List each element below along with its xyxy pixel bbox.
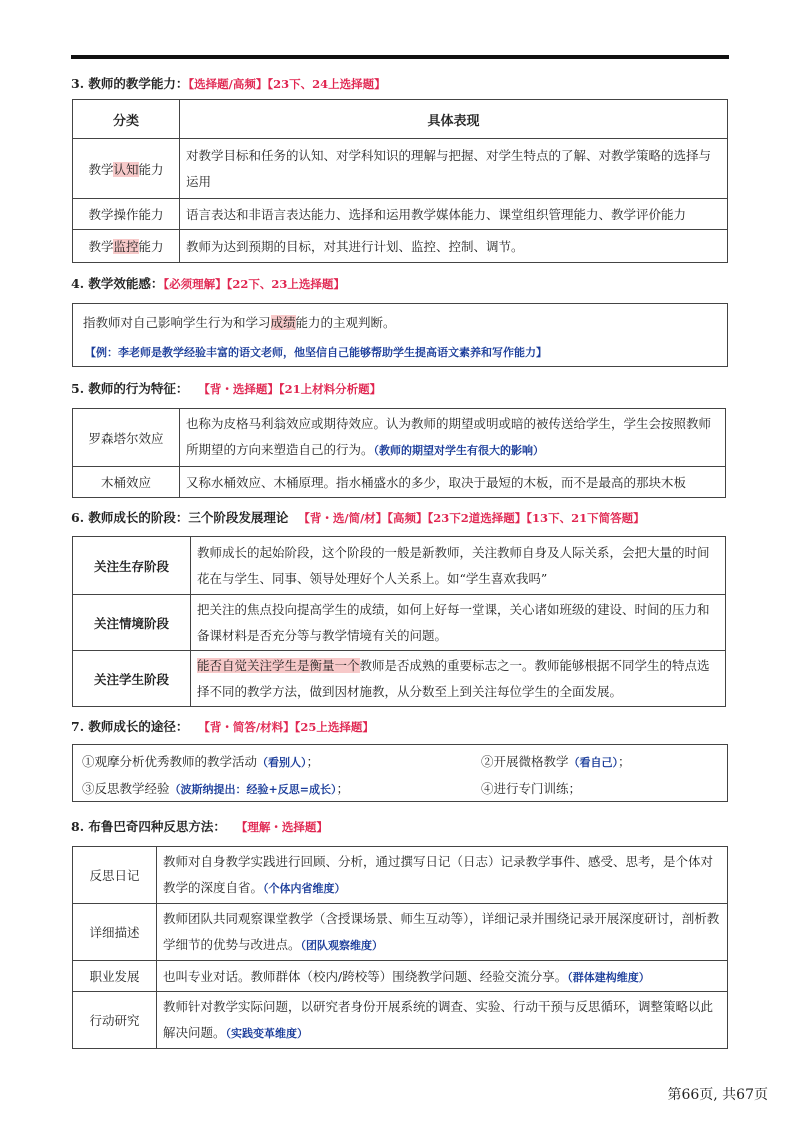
row-label: 关注生存阶段 (73, 537, 191, 595)
row-detail: 能否自觉关注学生是衡量一个教师是否成熟的重要标志之一。教师能够根据不同学生的特点选择不同的教学方法，做到因材施教，从分数至上到关注每位学生的全面发展。 (191, 651, 726, 707)
row-label: 反思日记 (73, 847, 157, 904)
section-3-heading (71, 76, 386, 92)
section-8-tags: 【理解・选择题】 (235, 820, 328, 834)
row-label: 详细描述 (73, 904, 157, 961)
page-number: 第66页, 共67页 (667, 1087, 768, 1103)
teaching-ability-table (72, 99, 728, 263)
row-detail: 教师为达到预期的目标，对其进行计划、监控、控制、调节。 (180, 230, 728, 263)
table-row (73, 961, 728, 992)
table-row (73, 230, 728, 263)
list-item: ③反思教学经验（波斯纳提出：经验+反思=成长）； (82, 781, 349, 796)
behavior-table (72, 408, 726, 498)
row-detail: 教师针对教学实际问题，以研究者身份开展系统的调查、实验、行动干预与反思循环，调整策略以此解决问题。（实践变革维度） (157, 992, 728, 1049)
section-5-heading (71, 381, 381, 397)
row-label: 教学认知能力 (73, 139, 180, 199)
row-label: 教学操作能力 (73, 199, 180, 230)
table-row (73, 537, 726, 595)
table-row (73, 651, 726, 707)
row-label: 职业发展 (73, 961, 157, 992)
section-7-heading (71, 719, 374, 735)
section-5-tags: 【背・选择题】【21上材料分析题】 (198, 382, 382, 396)
row-detail: 语言表达和非语言表达能力、选择和运用教学媒体能力、课堂组织管理能力、教学评价能力 (180, 199, 728, 230)
row-label: 关注情境阶段 (73, 595, 191, 651)
section-7-title: 7. 教师成长的途径： (71, 719, 189, 734)
section-8-heading (71, 819, 328, 835)
section-5-title: 5. 教师的行为特征： (71, 381, 189, 396)
section-8-title: 8. 布鲁巴奇四种反思方法： (71, 819, 226, 834)
section-6-title: 6. 教师成长的阶段：三个阶段发展理论 (71, 510, 289, 525)
row-label: 木桶效应 (73, 467, 180, 498)
column-header-detail: 具体表现 (180, 100, 728, 139)
row-detail: 也叫专业对话。教师群体（校内/跨校等）围绕教学问题、经验交流分享。（群体建构维度） (157, 961, 728, 992)
table-row (73, 904, 728, 961)
table-row (73, 992, 728, 1049)
row-detail: 教师成长的起始阶段，这个阶段的一般是新教师，关注教师自身及人际关系，会把大量的时间花在与学生、同事、领导处理好个人关系上。如“学生喜欢我吗” (191, 537, 726, 595)
section-4-heading (71, 276, 345, 292)
row-detail: 对教学目标和任务的认知、对学科知识的理解与把握、对学生特点的了解、对教学策略的选择与运用 (180, 139, 728, 199)
table-row (73, 139, 728, 199)
efficacy-definition: 指教师对自己影响学生行为和学习成绩能力的主观判断。 (83, 315, 396, 330)
table-row (73, 467, 726, 498)
section-3-title: 3. 教师的教学能力： (71, 76, 189, 91)
row-label: 教学监控能力 (73, 230, 180, 263)
section-3-tags: 【选择题/高频】【23下、24上选择题】 (188, 77, 386, 91)
row-label: 关注学生阶段 (73, 651, 191, 707)
table-row (73, 199, 728, 230)
section-7-tags: 【背・简答/材料】【25上选择题】 (198, 720, 374, 734)
top-rule (71, 55, 729, 59)
row-detail: 又称水桶效应、木桶原理。指水桶盛水的多少，取决于最短的木板，而不是最高的那块木板 (180, 467, 726, 498)
efficacy-definition-box (72, 303, 728, 367)
list-item: ②开展微格教学（看自己）； (481, 754, 631, 769)
row-label: 行动研究 (73, 992, 157, 1049)
section-6-heading (71, 510, 645, 526)
row-detail: 也称为皮格马利翁效应或期待效应。认为教师的期望或明或暗的被传送给学生，学生会按照教师所期望的方向来塑造自己的行为。（教师的期望对学生有很大的影响） (180, 409, 726, 467)
list-item: ①观摩分析优秀教师的教学活动（看别人）； (82, 754, 320, 769)
growth-paths-box (72, 744, 728, 802)
list-item: ④进行专门训练； (481, 781, 582, 796)
row-detail: 教师对自身教学实践进行回顾、分析，通过撰写日记（日志）记录教学事件、感受、思考，是个体对教学的深度自省。（个体内省维度） (157, 847, 728, 904)
row-detail: 教师团队共同观察课堂教学（含授课场景、师生互动等），详细记录并围绕记录开展深度研讨，剖析教学细节的优势与改进点。（团队观察维度） (157, 904, 728, 961)
section-4-tags: 【必须理解】【22下、23上选择题】 (163, 277, 345, 291)
table-row (73, 409, 726, 467)
efficacy-example: 【例：李老师是教学经验丰富的语文老师，他坚信自己能够帮助学生提高语文素养和写作能力】 (85, 346, 547, 359)
reflection-methods-table (72, 846, 728, 1049)
column-header-category: 分类 (73, 100, 180, 139)
row-label: 罗森塔尔效应 (73, 409, 180, 467)
table-row (73, 595, 726, 651)
row-detail: 把关注的焦点投向提高学生的成绩，如何上好每一堂课，关心诸如班级的建设、时间的压力和备课材料是否充分等与教学情境有关的问题。 (191, 595, 726, 651)
section-6-tags: 【背・选/简/材】【高频】【23下2道选择题】【13下、21下简答题】 (298, 511, 645, 525)
table-row (73, 847, 728, 904)
section-4-title: 4. 教学效能感： (71, 276, 164, 291)
growth-stage-table (72, 536, 726, 707)
